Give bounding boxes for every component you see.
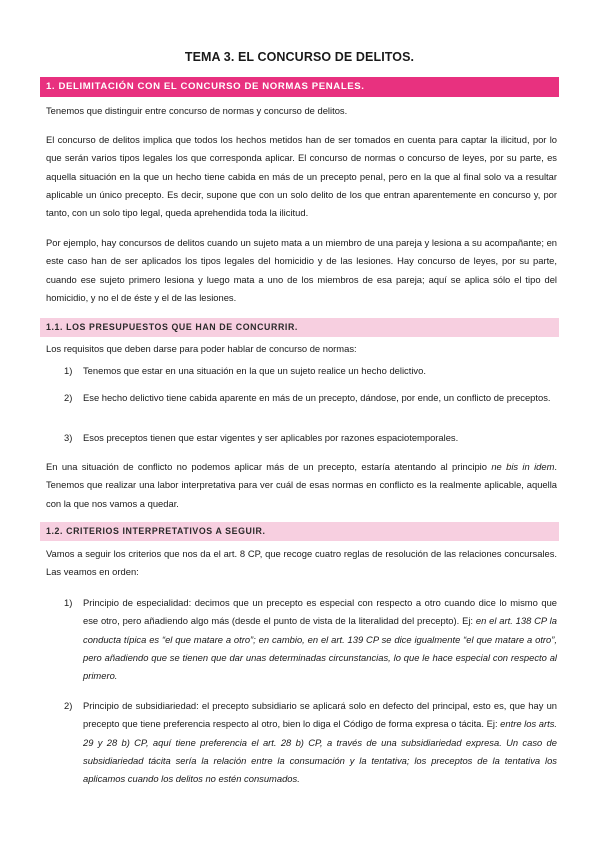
list-number: 1) <box>64 597 73 608</box>
text-run-italic: entre los arts. 29 y 28 b) CP, aquí tiene preferencia el art. 28 b) CP, a través de una subsidiariedad expresa. Un caso de subsidiariedad tácita sería la relación entre la consumación y la tentativa; los preceptos de la tentativa los aplicamos cuando los delitos no estén consumados. <box>83 718 557 785</box>
paragraph-requisitos: Los requisitos que deben darse para poder hablar de concurso de normas: <box>46 343 357 354</box>
text-run: Principio de subsidiariedad: el precepto subsidiario se aplicará solo en defecto del principal, esto es, que hay un precepto que tiene preferencia respecto al otro, bien lo diga el Código de forma expresa o tácita. Ej: <box>83 700 557 730</box>
list-text <box>83 594 557 685</box>
text-run: En una situación de conflicto no podemos aplicar más de un precepto, estaría atentando al principio <box>46 461 492 472</box>
text-run: Principio de especialidad: decimos que un precepto es especial con respecto a otro cuando dice lo mismo que ese otro, pero añadiendo algo más (desde el punto de vista de la literalidad del precepto). Ej: <box>83 597 557 627</box>
text-run-italic: en el art. 138 CP la conducta típica es “el que matare a otro”; en cambio, en el art. 139 CP se dice igualmente “el que matare a otro”, pero añadiendo que se tienen que dar unas determinadas circunstancias, lo que le hace especial con respecto al primero. <box>83 615 557 682</box>
paragraph-2: El concurso de delitos implica que todos los hechos metidos han de ser tomados en cuenta para captar la ilicitud, por lo que serán varios tipos legales los que corresponda aplicar. El concurso de normas o concurso de leyes, por su parte, es aquella situación en la que un hecho tiene cabida en más de un precepto penal, pero en la que al final solo va a resultar aplicable un único precepto. Es decir, supone que con un solo delito de los que entran aparentemente en concurso y, por tanto, con un solo tipo legal, queda aprehendida toda la ilicitud. <box>46 134 557 219</box>
document-title: TEMA 3. EL CONCURSO DE DELITOS. <box>184 50 415 64</box>
paragraph-1: Tenemos que distinguir entre concurso de normas y concurso de delitos. <box>46 105 348 116</box>
list-item <box>64 429 557 447</box>
section-heading-1-2: 1.2. CRITERIOS INTERPRETATIVOS A SEGUIR. <box>40 522 559 541</box>
paragraph-3: Por ejemplo, hay concursos de delitos cuando un sujeto mata a un miembro de una pareja y lesiona a su acompañante; en este caso han de ser aplicados los tipos legales del homicidio y de las lesiones. Hay concurso de leyes, por su parte, cuando ese sujeto primero lesiona y luego mata a uno de los miembros de esa pareja; aquí se aplica sólo el tipo del homicidio, y no el de éste y el de las lesiones. <box>46 237 557 303</box>
list-text: Tenemos que estar en una situación en la que un sujeto realice un hecho delictivo. <box>83 365 426 376</box>
list-number: 1) <box>64 365 73 376</box>
list-number: 3) <box>64 432 73 443</box>
list-number: 2) <box>64 392 73 403</box>
list-item <box>64 362 557 380</box>
text-run-italic: ne bis in idem <box>491 461 555 472</box>
list-item <box>64 594 557 685</box>
text-run: . Tenemos que realizar una labor interpretativa para ver cuál de esas normas en conflicto es la realmente aplicable, aquella con la que nos vamos a quedar. <box>46 461 558 509</box>
list-item <box>64 697 557 788</box>
list-text <box>83 697 557 788</box>
paragraph-criterios: Vamos a seguir los criterios que nos da el art. 8 CP, que recoge cuatro reglas de resolución de las relaciones concursales. Las veamos en orden: <box>46 548 557 578</box>
section-heading-1-1: 1.1. LOS PRESUPUESTOS QUE HAN DE CONCURRIR. <box>40 318 559 337</box>
list-number: 2) <box>64 700 73 711</box>
list-text: Esos preceptos tienen que estar vigentes y ser aplicables por razones espaciotemporales. <box>83 432 459 443</box>
list-item <box>64 389 557 407</box>
list-text: Ese hecho delictivo tiene cabida aparente en más de un precepto, dándose, por ende, un conflicto de preceptos. <box>83 392 551 403</box>
paragraph-conflicto <box>46 458 557 513</box>
section-heading-1: 1. DELIMITACIÓN CON EL CONCURSO DE NORMAS PENALES. <box>40 77 559 97</box>
